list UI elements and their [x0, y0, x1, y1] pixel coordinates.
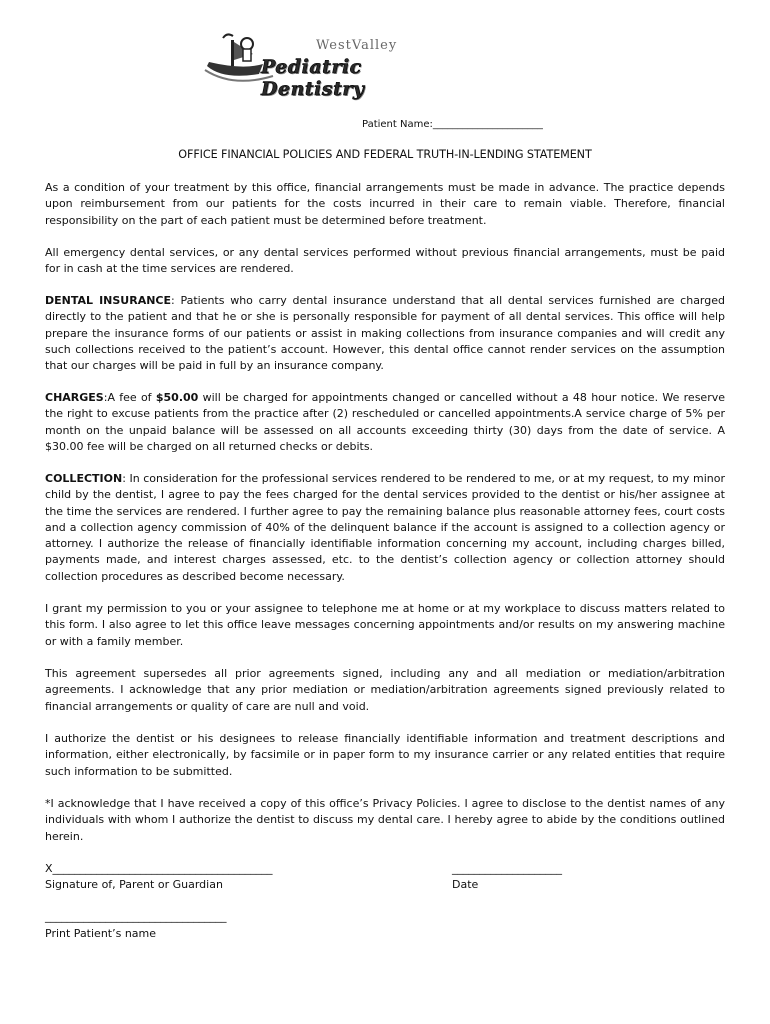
paragraph-telephone-permission: I grant my permission to you or your assignee to telephone me at home or at my workplace to discuss matters related to this form. I also agree to let this office leave messages concerning appointments and/or results on my answering machine or with a family member.	[45, 602, 725, 648]
paragraph-privacy-acknowledgement: *I acknowledge that I have received a copy of this office’s Privacy Policies. I agree to disclose to the dentist names of any individuals with whom I authorize the dentist to discuss my dental care. I hereby agree to abide by the conditions outlined herein.	[45, 797, 725, 843]
date-label: Date	[452, 878, 479, 891]
practice-logo	[203, 30, 453, 100]
date-line: ____________________	[452, 862, 562, 875]
charges-body: will be charged for appointments changed or cancelled without a 48 hour notice. We reserve the right to excuse patients from the practice after (2) rescheduled or cancelled appointments.A service charge of 5% per month on the unpaid balance will be assessed on all accounts exceeding thirty (30) days from the date of service. A $30.00 fee will be charged on all returned checks or debits.	[45, 391, 725, 453]
collection-body: : In consideration for the professional services rendered to be rendered to me, or at my request, to my minor child by the dentist, I agree to pay the fees charged for the dental services provided to the dentist or his/her assignee at the time the services are rendered. I further agree to pay the remaining balance plus reasonable attorney fees, court costs and a collection agency commission of 40% of the delinquent balance if the account is assigned to a collection agency or attorney. I authorize the release of financially identifiable information concerning my account, including charges billed, payments made, and interest charges assessed, etc. to the dentist’s collection agency or collection attorney should collection procedures as described become necessary.	[45, 472, 725, 583]
paragraph-advance-arrangements: As a condition of your treatment by this office, financial arrangements must be made in advance. The practice depends upon reimbursement from our patients for the costs incurred in their care to remain viable. Therefore, financial responsibility on the part of each patient must be determined before treatment.	[45, 181, 725, 227]
patient-name-field: Patient Name:______________________	[362, 119, 543, 130]
paragraph-release-information: I authorize the dentist or his designees to release financially identifiable information and treatment descriptions and information, either electronically, by facsimile or in paper form to my insurance carrier or any related entities that require such information to be submitted.	[45, 732, 725, 778]
paragraph-charges	[45, 390, 725, 455]
collection-label: COLLECTION	[45, 472, 123, 485]
charges-fee: $50.00	[155, 391, 199, 404]
paragraph-collection	[45, 471, 725, 585]
charges-pre: :A fee of	[103, 391, 156, 404]
signature-label: Signature of, Parent or Guardian	[45, 878, 223, 891]
print-name-label: Print Patient’s name	[45, 927, 157, 940]
logo-main-text: Pediatric Dentistry	[261, 56, 365, 100]
signature-line: X________________________________________	[45, 862, 273, 875]
document-title: OFFICE FINANCIAL POLICIES AND FEDERAL TRUTH-IN-LENDING STATEMENT	[178, 148, 592, 161]
paragraph-emergency-services: All emergency dental services, or any dental services performed without previous financial arrangements, must be paid for in cash at the time services are rendered.	[45, 246, 725, 276]
paragraph-dental-insurance	[45, 293, 725, 374]
paragraph-supersedes: This agreement supersedes all prior agreements signed, including any and all mediation or mediation/arbitration agreements. I acknowledge that any prior mediation or mediation/arbitration agreements signed previously related to financial arrangements or quality of care are null and void.	[45, 667, 725, 713]
charges-label: CHARGES	[45, 391, 104, 404]
dental-insurance-body: : Patients who carry dental insurance understand that all dental services furnished are charged directly to the patient and that he or she is personally responsible for payment of all dental services. This office will help prepare the insurance forms of our patients or assist in making collections from insurance companies and will credit any such collections received to the patient’s account. However, this dental office cannot render services on the assumption that our charges will be paid in full by an insurance company.	[45, 294, 725, 373]
logo-top-text: WestValley	[316, 38, 398, 53]
dental-insurance-label: DENTAL INSURANCE	[45, 294, 172, 307]
print-name-line: _________________________________	[45, 910, 227, 923]
